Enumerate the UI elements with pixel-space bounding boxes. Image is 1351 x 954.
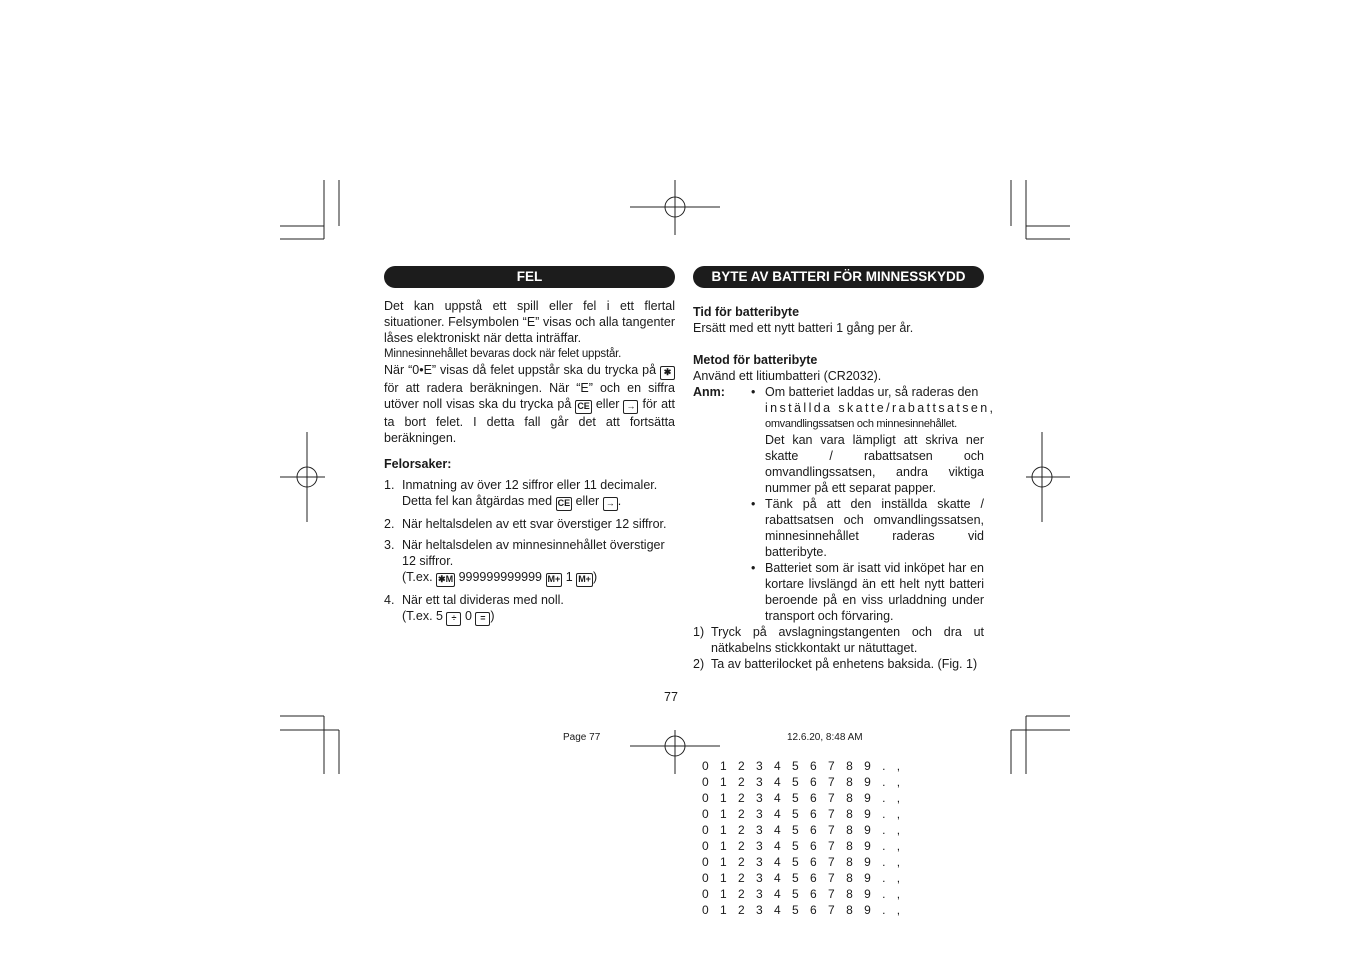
error-clear-paragraph [384, 362, 675, 446]
felorsaker-heading: Felorsaker: [384, 457, 452, 471]
note-bullet [751, 560, 984, 624]
list-item [384, 537, 675, 587]
text-span: 999999999999 [458, 570, 543, 584]
page-number: 77 [664, 690, 678, 704]
step-item [693, 656, 984, 672]
subheading-battery-method: Metod för batteribyte [693, 353, 818, 367]
list-item [384, 477, 675, 511]
text-span: (T.ex. 5 [402, 609, 443, 623]
digit-row: 0 1 2 3 4 5 6 7 8 9 . , [702, 903, 905, 917]
text-span: eller [595, 397, 620, 411]
note-bullet [751, 384, 996, 496]
intro-note: Minnesinnehållet bevaras dock när felet uppstår. [384, 348, 622, 360]
m-plus-key-icon: M+ [576, 573, 593, 587]
note-text: Om batteriet laddas ur, så raderas den [765, 385, 979, 399]
step-number: 2) [693, 657, 705, 671]
intro-paragraph: Det kan uppstå ett spill eller fel i ett flertal situationer. Felsymbolen “E” visas och alla tangenter låses elektroniskt när detta inträffar. [384, 299, 675, 345]
list-example: (T.ex. 5 ÷ 0 = ) [402, 608, 675, 626]
multiply-m-key-icon: ✱M [436, 573, 455, 587]
section-header-fel: FEL [384, 266, 675, 288]
digit-row: 0 1 2 3 4 5 6 7 8 9 . , [702, 807, 905, 821]
digit-row: 0 1 2 3 4 5 6 7 8 9 . , [702, 775, 905, 789]
text-span: 0 [464, 609, 472, 623]
text-span: för att ta bort felet. I detta fall går det att fortsätta beräkningen. [384, 397, 675, 445]
note-text: Tänk på att den inställda skatte / rabattsatsen och omvandlingssatsen, minnesinnehållet raderas vid batteribyte. [765, 497, 984, 559]
note-text: Batteriet som är isatt vid inköpet har en kortare livslängd än ett helt nytt batteri beroende på en viss urladdning under transport och förvaring. [765, 561, 984, 623]
text-span: 1 [565, 570, 573, 584]
arrow-key-icon: → [603, 497, 618, 511]
battery-time-text: Ersätt med ett nytt batteri 1 gång per år. [693, 321, 914, 335]
bullet-icon: • [751, 561, 756, 575]
step-number: 1) [693, 625, 705, 639]
note-text: omvandlingssatsen och minnesinnehållet. [765, 418, 957, 430]
list-text: Inmatning av över 12 siffror eller 11 decimaler. [402, 478, 658, 492]
footer-timestamp: 12.6.20, 8:48 AM [787, 732, 863, 743]
text-span: eller [575, 494, 600, 508]
fel-section [384, 298, 675, 626]
anm-label: Anm: [693, 385, 725, 399]
section-header-battery: BYTE AV BATTERI FÖR MINNESSKYDD [693, 266, 984, 288]
list-text: När heltalsdelen av ett svar överstiger 12 siffror. [402, 517, 667, 531]
digit-row: 0 1 2 3 4 5 6 7 8 9 . , [702, 871, 905, 885]
step-text: Ta av batterilocket på enhetens baksida. (Fig. 1) [711, 657, 978, 671]
digit-row: 0 1 2 3 4 5 6 7 8 9 . , [702, 823, 905, 837]
divide-key-icon: ÷ [446, 612, 461, 626]
text-span: När “0•E” visas då felet uppstår ska du trycka på [384, 363, 657, 377]
list-text: När ett tal divideras med noll. [402, 593, 564, 607]
arrow-key-icon: → [623, 400, 638, 414]
text-span: (T.ex. [402, 570, 433, 584]
list-number: 2. [384, 517, 395, 531]
list-text: När heltalsdelen av minnesinnehållet överstiger 12 siffror. [402, 538, 665, 568]
battery-method-text: Använd ett litiumbatteri (CR2032). [693, 369, 882, 383]
list-number: 3. [384, 538, 395, 552]
bullet-icon: • [751, 385, 756, 399]
note-text: inställda skatte/rabattsatsen, [765, 401, 996, 415]
list-item [384, 592, 675, 626]
digit-row: 0 1 2 3 4 5 6 7 8 9 . , [702, 759, 905, 773]
step-item [693, 624, 984, 656]
digit-row: 0 1 2 3 4 5 6 7 8 9 . , [702, 791, 905, 805]
list-number: 4. [384, 593, 395, 607]
footer-page-label: Page 77 [563, 732, 601, 743]
text-span: för att radera beräkningen. När “E” och en siffra utöver noll visas ska du trycka på [384, 381, 675, 411]
list-item [384, 516, 675, 532]
ce-key-icon: CE [575, 400, 592, 414]
note-text: Det kan vara lämpligt att skriva ner skatte / rabattsatsen och omvandlingssatsen, andra viktiga nummer på ett separat papper. [765, 433, 984, 495]
battery-section [693, 304, 996, 672]
equals-key-icon: = [475, 612, 490, 626]
ce-key-icon: CE [556, 497, 573, 511]
notes-block [693, 384, 996, 624]
note-bullet [751, 496, 984, 560]
list-example: (T.ex. ✱M 999999999999 M+ 1 M+ ) [402, 569, 675, 587]
digit-row: 0 1 2 3 4 5 6 7 8 9 . , [702, 887, 905, 901]
list-number: 1. [384, 478, 395, 492]
digit-row: 0 1 2 3 4 5 6 7 8 9 . , [702, 839, 905, 853]
list-text: Detta fel kan åtgärdas med CE eller → . [402, 493, 675, 511]
step-text: Tryck på avslagningstangenten och dra ut nätkabelns stickkontakt ur nätuttaget. [711, 625, 984, 655]
bullet-icon: • [751, 497, 756, 511]
digit-row: 0 1 2 3 4 5 6 7 8 9 . , [702, 855, 905, 869]
m-plus-key-icon: M+ [546, 573, 563, 587]
multiply-key-icon: ✱ [660, 366, 675, 380]
text-span: Detta fel kan åtgärdas med [402, 494, 553, 508]
subheading-battery-time: Tid för batteribyte [693, 305, 800, 319]
